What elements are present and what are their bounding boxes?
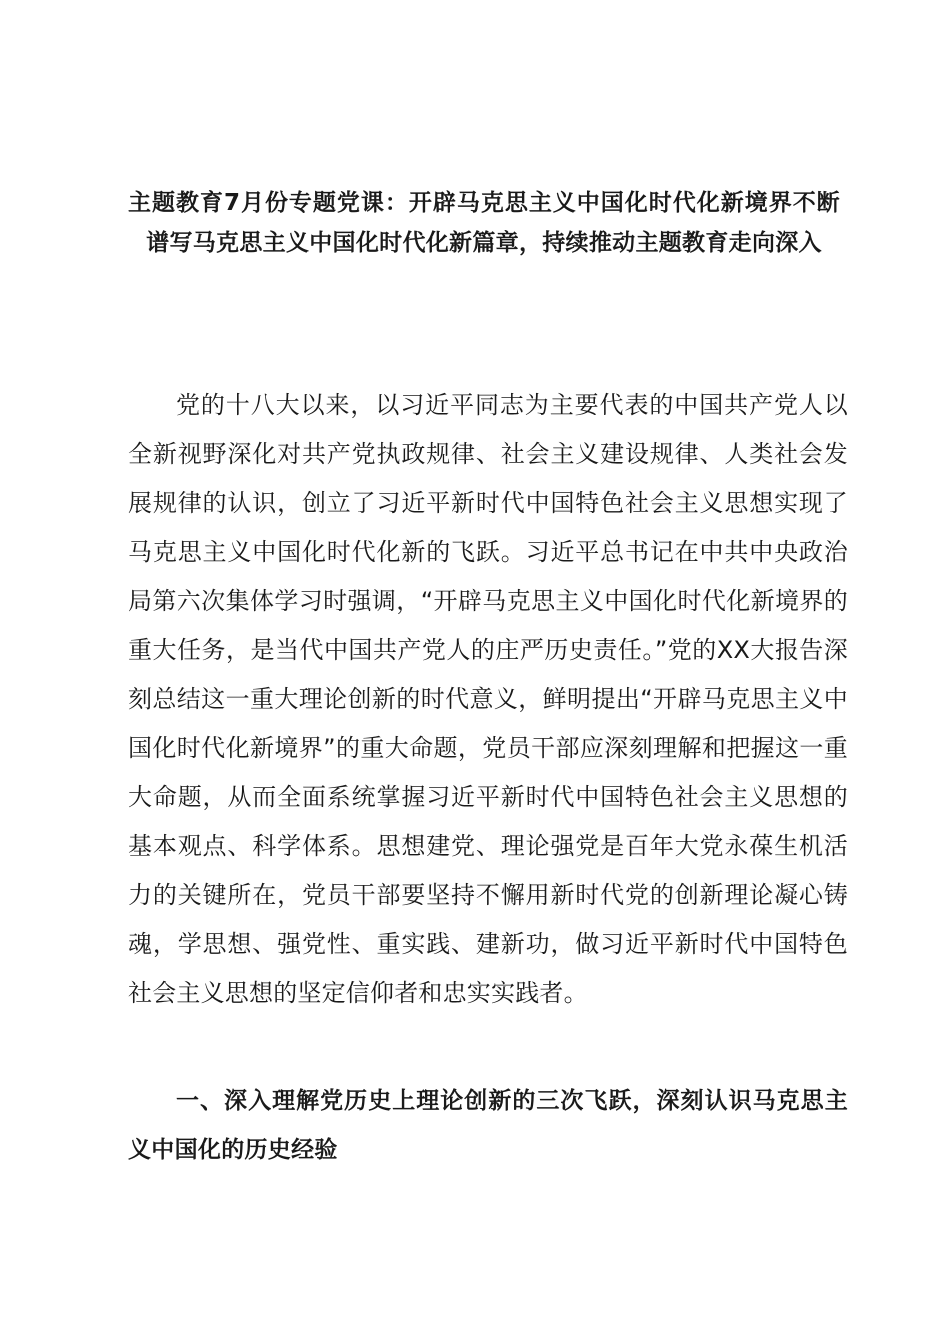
section-heading-1: 一、深入理解党历史上理论创新的三次飞跃，深刻认识马克思主义中国化的历史经验 xyxy=(128,1088,848,1163)
document-title: 主题教育7月份专题党课：开辟马克思主义中国化时代化新境界不断谱写马克思主义中国化时代化新篇章，持续推动主题教育走向深入 xyxy=(128,190,840,256)
intro-paragraph: 党的十八大以来，以习近平同志为主要代表的中国共产党人以全新视野深化对共产党执政规律、社会主义建设规律、人类社会发展规律的认识，创立了习近平新时代中国特色社会主义思想实现了马克思主义中国化时代化新的飞跃。习近平总书记在中共中央政治局第六次集体学习时强调，“开辟马克思主义中国化时代化新境界的重大任务，是当代中国共产党人的庄严历史责任。”党的XX大报告深刻总结这一重大理论创新的时代意义，鲜明提出“开辟马克思主义中国化时代化新境界”的重大命题，党员干部应深刻理解和把握这一重大命题，从而全面系统掌握习近平新时代中国特色社会主义思想的基本观点、科学体系。思想建党、理论强党是百年大党永葆生机活力的关键所在，党员干部要坚持不懈用新时代党的创新理论凝心铸魂，学思想、强党性、重实践、建新功，做习近平新时代中国特色社会主义思想的坚定信仰者和忠实实践者。 xyxy=(128,391,848,1007)
